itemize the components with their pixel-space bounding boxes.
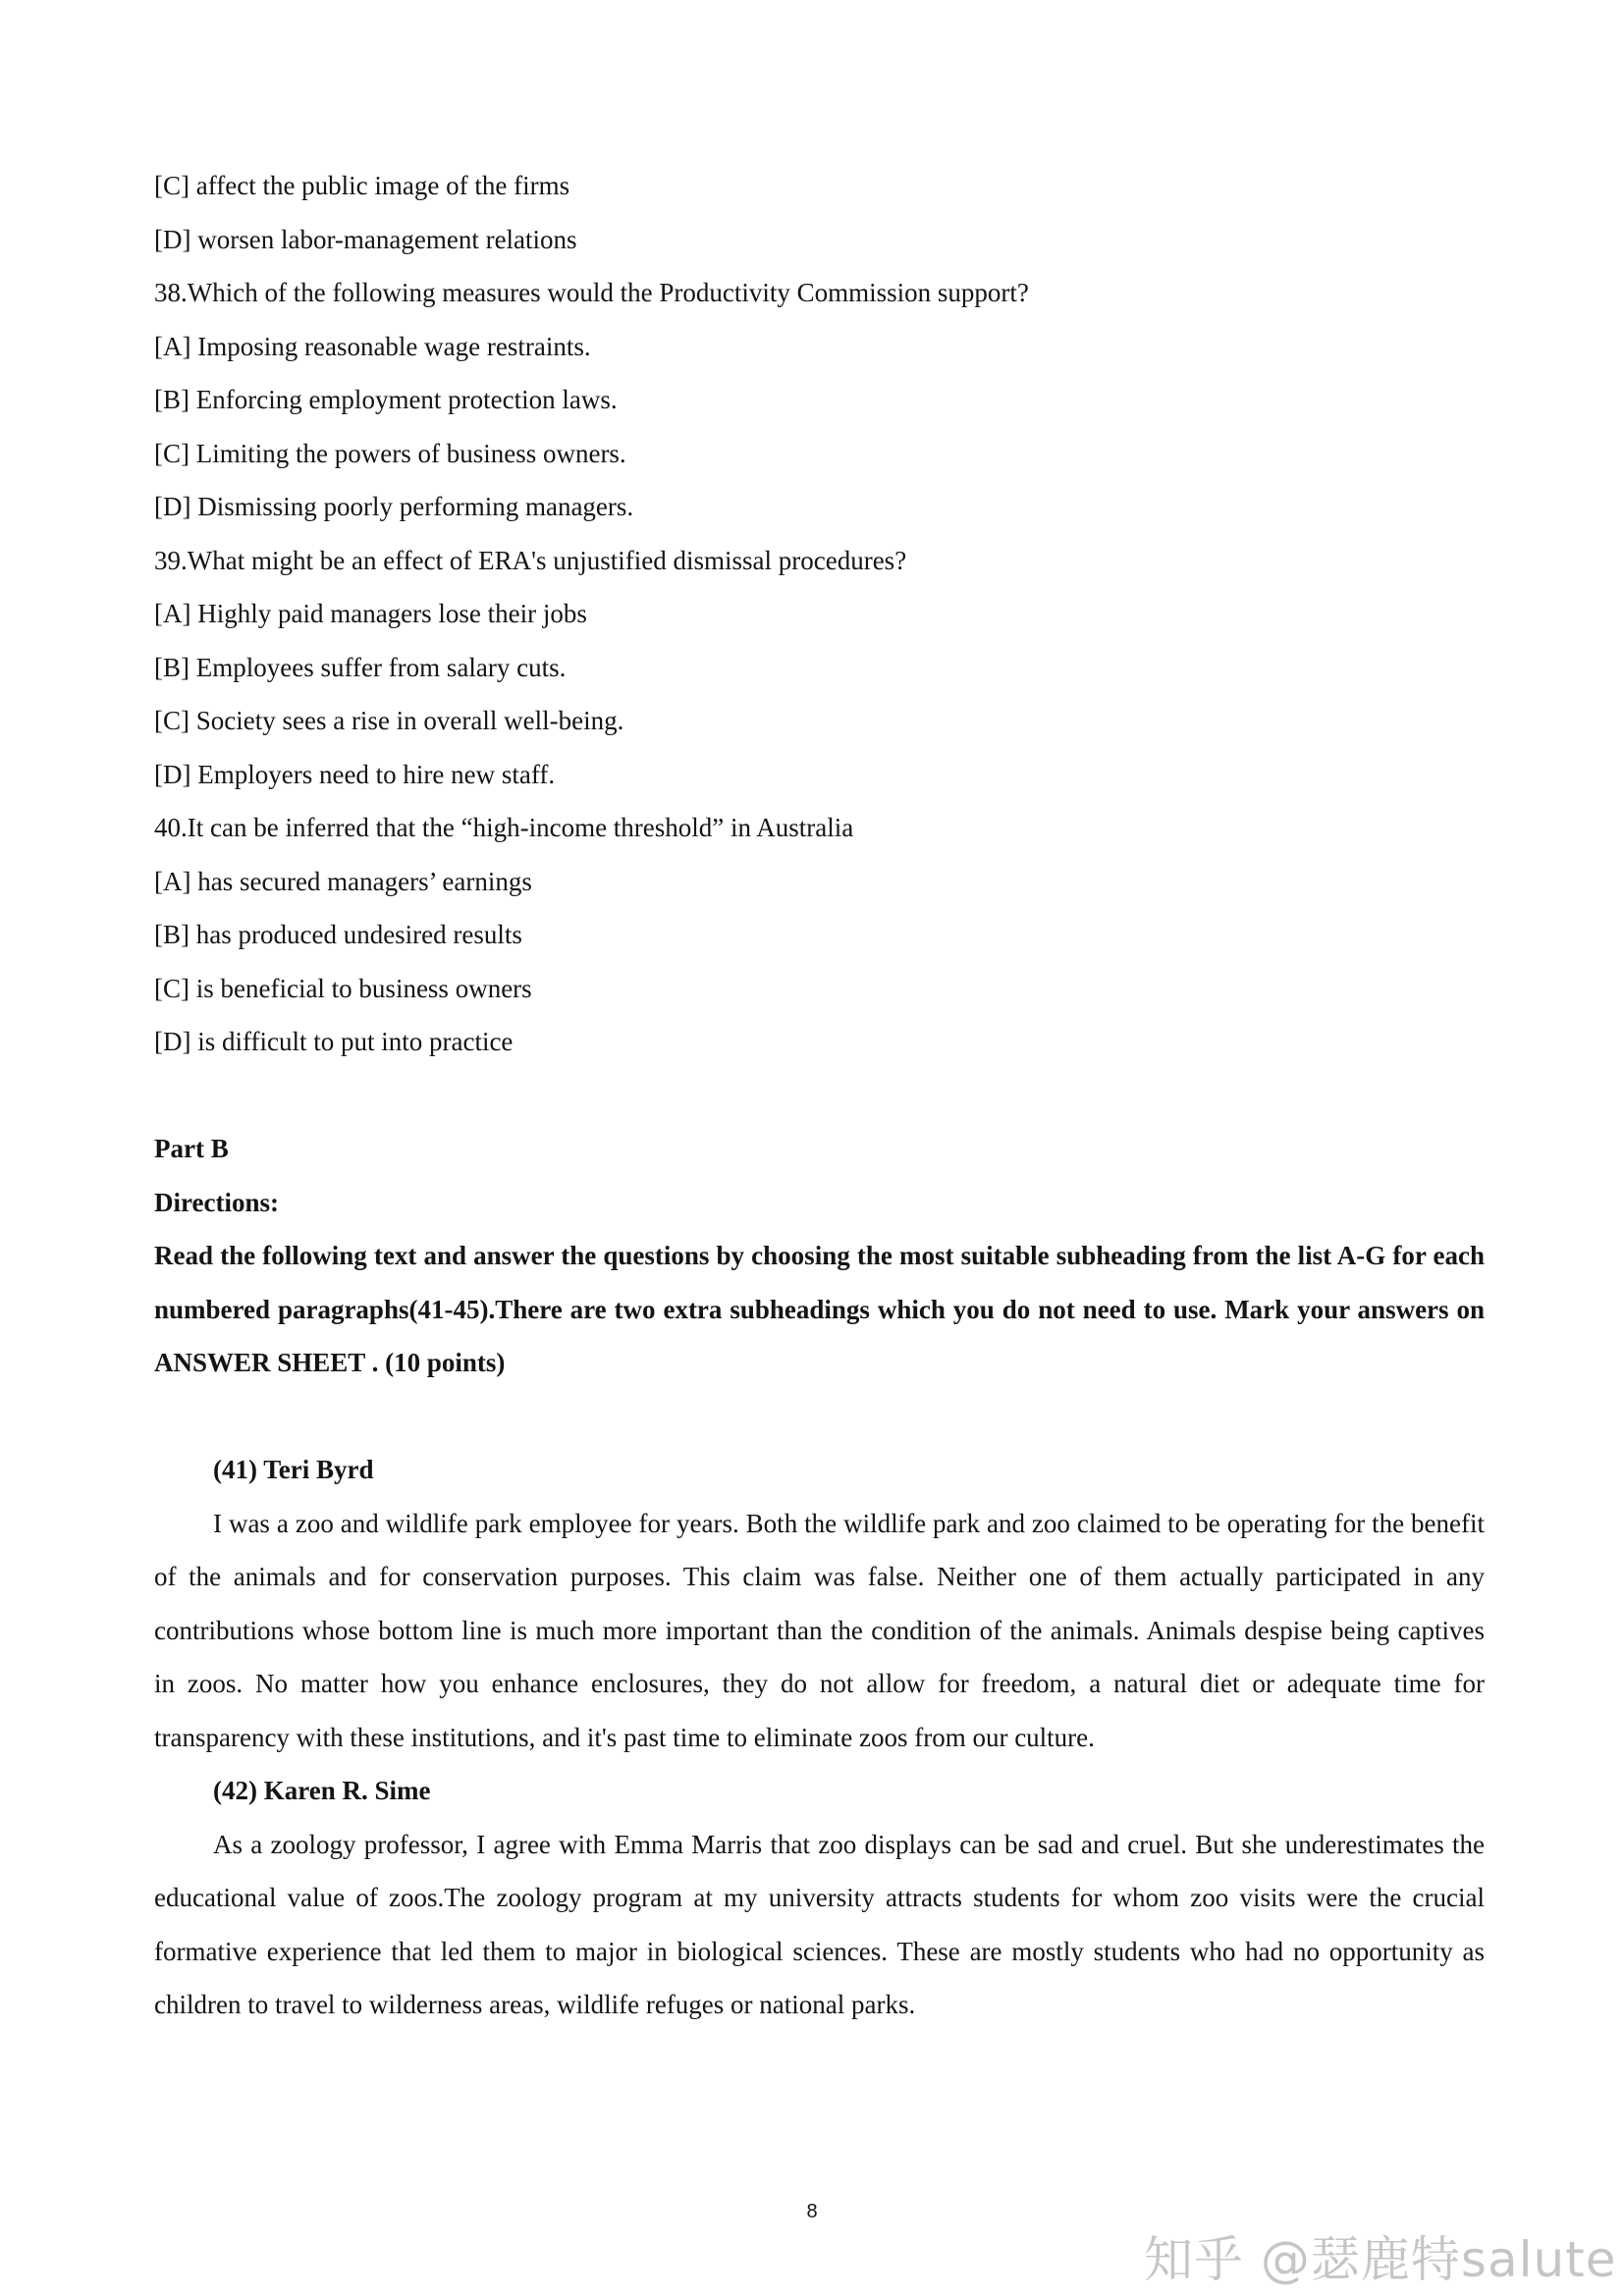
part-b-heading: Part B — [154, 1134, 229, 1163]
entry-41-name: (41) Teri Byrd — [213, 1455, 374, 1484]
page-content — [154, 159, 1485, 2032]
section-spacer — [154, 1390, 1485, 1444]
option-40d: [D] is difficult to put into practice — [154, 1027, 514, 1056]
option-39d: [D] Employers need to hire new staff. — [154, 759, 556, 789]
option-38d: [D] Dismissing poorly performing managers. — [154, 492, 634, 521]
question-list — [154, 159, 1485, 1069]
directions-label: Directions: — [154, 1187, 279, 1217]
page-number: 8 — [806, 2201, 818, 2222]
option-40a: [A] has secured managers’ earnings — [154, 866, 532, 896]
option-37c: [C] affect the public image of the firms — [154, 171, 570, 200]
question-38: 38.Which of the following measures would the Productivity Commission support? — [154, 278, 1029, 307]
option-40c: [C] is beneficial to business owners — [154, 973, 532, 1003]
option-39c: [C] Society sees a rise in overall well-being. — [154, 706, 624, 735]
option-37d: [D] worsen labor-management relations — [154, 224, 577, 254]
option-40b: [B] has produced undesired results — [154, 920, 522, 949]
watermark: 知乎 @瑟鹿特salute — [1144, 2231, 1617, 2288]
section-spacer — [154, 1069, 1485, 1123]
directions-text: Read the following text and answer the questions by choosing the most suitable subheading from the list A-G for each numbered paragraphs(41-45).There are two extra subheadings which you do not need to use. Mark your answers on ANSWER SHEET . (10 points) — [154, 1241, 1485, 1377]
entry-41-text: I was a zoo and wildlife park employee for years. Both the wildlife park and zoo claimed to be operating for the benefit of the animals and for conservation purposes. This claim was false. Neither one of them actually participated in any contributions whose bottom line is much more important than the condition of the animals. Animals despise being captives in zoos. No matter how you enhance enclosures, they do not allow for freedom, a natural diet or adequate time for transparency with these institutions, and it's past time to eliminate zoos from our culture. — [154, 1508, 1485, 1752]
entry-42-name: (42) Karen R. Sime — [213, 1776, 431, 1805]
option-39a: [A] Highly paid managers lose their jobs — [154, 599, 587, 628]
question-40: 40.It can be inferred that the “high-income threshold” in Australia — [154, 813, 854, 842]
option-38b: [B] Enforcing employment protection laws. — [154, 385, 618, 414]
option-38a: [A] Imposing reasonable wage restraints. — [154, 331, 591, 361]
question-39: 39.What might be an effect of ERA's unjustified dismissal procedures? — [154, 545, 907, 575]
entry-42-text: As a zoology professor, I agree with Emma Marris that zoo displays can be sad and cruel. But she underestimates the educational value of zoos.The zoology program at my university attracts students for whom zoo visits were the crucial formative experience that led them to major in biological sciences. These are mostly students who had no opportunity as children to travel to wilderness areas, wildlife refuges or national parks. — [154, 1829, 1485, 2019]
option-39b: [B] Employees suffer from salary cuts. — [154, 652, 567, 682]
option-38c: [C] Limiting the powers of business owners. — [154, 438, 626, 468]
